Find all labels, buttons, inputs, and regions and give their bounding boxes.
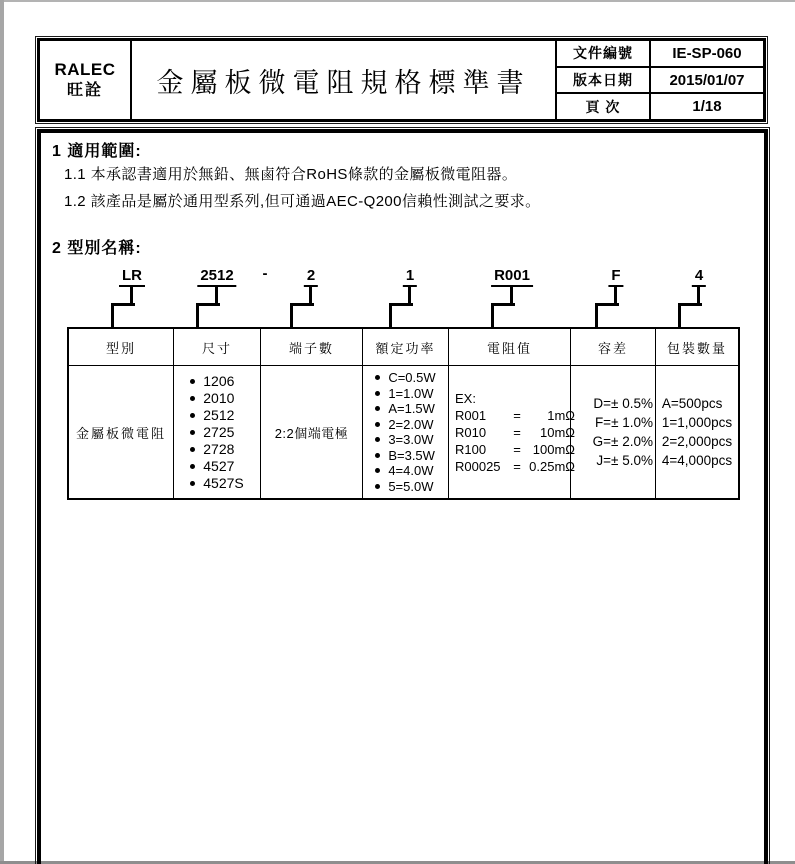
res-eq: =	[513, 458, 521, 474]
size-option: 2010	[190, 390, 243, 407]
resistance-examples	[455, 390, 575, 475]
column-header: 電阻值	[448, 329, 570, 366]
doc-number-row	[557, 41, 763, 68]
partnumber-segment-terminals: 2	[304, 267, 318, 287]
size-option: 4527	[190, 458, 243, 475]
section1-item: 1.2 該產品是屬於通用型系列,但可通過AEC-Q200信賴性測試之要求。	[64, 193, 541, 210]
res-code: R100	[455, 441, 487, 457]
partnumber-segment-resistance: R001	[491, 267, 533, 287]
connector-line	[111, 303, 135, 328]
resistance-example	[455, 424, 575, 441]
resistance-example	[455, 458, 575, 475]
res-eq: =	[513, 424, 521, 440]
res-eq: =	[513, 407, 521, 423]
partnumber-segment-power: 1	[403, 267, 417, 287]
doc-page-row	[557, 94, 763, 119]
cell-sizes	[173, 366, 260, 498]
size-option: 2512	[190, 407, 243, 424]
doc-date-label: 版本日期	[557, 68, 651, 93]
res-code: R010	[455, 424, 487, 440]
partnumber-segment-tolerance: F	[608, 267, 623, 287]
connector-line	[389, 303, 413, 328]
connector-line	[196, 303, 220, 328]
company-logo	[40, 41, 132, 119]
partnumber-segment-series: LR	[119, 267, 145, 287]
cell-type	[69, 366, 173, 498]
company-name-en: RALEC	[54, 60, 116, 80]
power-option: 5=5.0W	[375, 479, 435, 495]
size-option: 2728	[190, 441, 243, 458]
partnumber-segment-size: 2512	[197, 267, 236, 287]
partnumber-segment-packing: 4	[692, 267, 706, 287]
type-value: 金屬板微電阻	[75, 425, 166, 441]
column-header: 尺寸	[173, 329, 260, 366]
company-name-cn: 旺詮	[66, 81, 103, 99]
doc-date-value: 2015/01/07	[669, 71, 745, 89]
packing-list	[662, 394, 732, 470]
power-option: 3=3.0W	[375, 432, 435, 448]
sizes-list	[190, 373, 243, 492]
document-title: 金屬板微電阻規格標準書	[156, 67, 531, 98]
document-info-table	[555, 41, 763, 119]
res-code: R00025	[455, 458, 501, 474]
doc-number-label: 文件編號	[557, 41, 651, 66]
document-header	[37, 38, 766, 122]
resistance-prefix: EX:	[455, 390, 476, 406]
packing-option: A=500pcs	[661, 396, 723, 411]
res-val: 10mΩ	[539, 424, 575, 440]
power-option: B=3.5W	[375, 448, 435, 464]
res-val: 0.25mΩ	[529, 458, 575, 474]
cell-resistance	[448, 366, 575, 498]
column-header: 包裝數量	[655, 329, 738, 366]
section1-item: 1.1 本承認書適用於無鉛、無鹵符合RoHS條款的金屬板微電阻器。	[64, 166, 518, 183]
doc-page-value: 1/18	[692, 98, 722, 116]
tolerance-option: F=± 1.0%	[594, 415, 653, 430]
tolerance-list	[573, 394, 653, 470]
power-option: A=1.5W	[375, 401, 435, 417]
tolerance-option: J=± 5.0%	[596, 453, 653, 468]
doc-page-label: 頁 次	[557, 94, 651, 119]
terminals-value: 2:2個端電極	[274, 425, 349, 441]
packing-option: 1=1,000pcs	[661, 415, 733, 430]
connector-line	[290, 303, 314, 328]
column-header: 額定功率	[362, 329, 448, 366]
doc-number-value: IE-SP-060	[672, 44, 742, 62]
column-header: 容差	[570, 329, 655, 366]
page-edge-shadow-top	[0, 0, 795, 2]
tolerance-option: G=± 2.0%	[592, 434, 653, 449]
power-list	[375, 370, 435, 494]
spec-table	[67, 327, 740, 500]
power-option: 4=4.0W	[375, 463, 435, 479]
spec-table-body-row	[69, 366, 738, 498]
cell-terminals	[260, 366, 362, 498]
section2-heading: 2 型別名稱:	[52, 240, 142, 257]
size-option: 4527S	[190, 475, 243, 492]
size-option: 2725	[190, 424, 243, 441]
res-val: 100mΩ	[532, 441, 575, 457]
connector-line	[678, 303, 702, 328]
cell-tolerance	[570, 366, 655, 498]
size-option: 1206	[190, 373, 243, 390]
res-eq: =	[513, 441, 521, 457]
tolerance-option: D=± 0.5%	[593, 396, 653, 411]
cell-power	[362, 366, 448, 498]
power-option: 1=1.0W	[375, 386, 435, 402]
doc-date-row	[557, 68, 763, 95]
cell-packing	[655, 366, 738, 498]
page-edge-shadow-left	[0, 0, 4, 864]
packing-option: 4=4,000pcs	[661, 453, 733, 468]
res-val: 1mΩ	[547, 407, 575, 423]
column-header: 型別	[69, 329, 173, 366]
spec-table-header-row	[69, 329, 738, 366]
resistance-rows	[455, 407, 575, 475]
resistance-example	[455, 407, 575, 424]
res-code: R001	[455, 407, 487, 423]
column-header: 端子數	[260, 329, 362, 366]
section1-heading: 1 適用範圍:	[52, 143, 142, 160]
resistance-example	[455, 441, 575, 458]
power-option: C=0.5W	[375, 370, 435, 386]
connector-line	[595, 303, 619, 328]
partnumber-dash: -	[262, 265, 268, 282]
connector-line	[491, 303, 515, 328]
power-option: 2=2.0W	[375, 417, 435, 433]
packing-option: 2=2,000pcs	[661, 434, 733, 449]
